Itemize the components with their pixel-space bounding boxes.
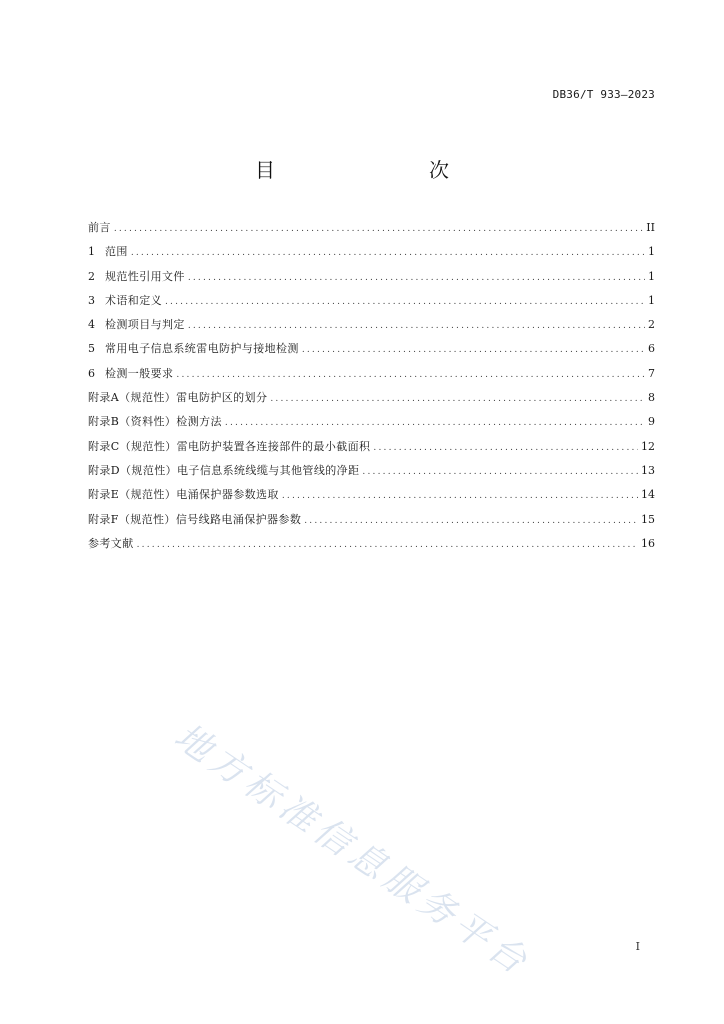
- toc-entry-label: 附录B（资料性）检测方法: [88, 415, 222, 429]
- toc-entry-foreword[interactable]: [88, 218, 655, 242]
- toc-entry-page: 1: [648, 245, 655, 259]
- toc-entry-label: 附录E（规范性）电涌保护器参数选取: [88, 488, 279, 502]
- toc-entry-label: 附录F（规范性）信号线路电涌保护器参数: [88, 512, 302, 526]
- toc-entry-page: 14: [641, 488, 655, 502]
- toc-leader-dots: [165, 292, 645, 312]
- toc-leader-dots: [114, 219, 643, 239]
- toc-leader-dots: [304, 511, 638, 531]
- toc-entry-bibliography[interactable]: [88, 534, 655, 558]
- toc-entry-scope[interactable]: [88, 242, 655, 266]
- toc-leader-dots: [137, 535, 638, 555]
- toc-entry-page: II: [646, 221, 655, 234]
- toc-entry-page: 8: [648, 391, 655, 405]
- toc-entry-number: 5: [88, 342, 95, 356]
- toc-entry-page: 9: [648, 415, 655, 429]
- toc-entry-page: 13: [641, 463, 655, 477]
- toc-leader-dots: [270, 389, 645, 409]
- toc-entry-page: 12: [641, 439, 655, 453]
- toc-entry-label: 前言: [88, 221, 111, 234]
- toc-entry-page: 7: [648, 366, 655, 380]
- toc-title: 目 次: [255, 158, 487, 182]
- toc-leader-dots: [373, 438, 638, 458]
- toc-entry-appendix-a[interactable]: [88, 388, 655, 412]
- toc-entry-label: 附录A（规范性）雷电防护区的划分: [88, 391, 268, 405]
- toc-entry-page: 1: [648, 269, 655, 283]
- toc-leader-dots: [188, 268, 645, 288]
- toc-entry-label: 附录D（规范性）电子信息系统线缆与其他管线的净距: [88, 463, 360, 477]
- toc-entry-general-requirements[interactable]: [88, 364, 655, 388]
- toc-entry-page: 2: [648, 318, 655, 332]
- toc-entry-appendix-f[interactable]: [88, 510, 655, 534]
- toc-entry-label: 范围: [105, 245, 128, 259]
- toc-entry-page: 6: [648, 342, 655, 356]
- toc-leader-dots: [131, 243, 645, 263]
- toc-entry-label: 规范性引用文件: [105, 269, 185, 283]
- toc-entry-label: 检测一般要求: [105, 366, 174, 380]
- toc-entry-appendix-d[interactable]: [88, 461, 655, 485]
- toc-leader-dots: [225, 413, 645, 433]
- toc-entry-label: 参考文献: [88, 536, 134, 550]
- toc-entry-number: 3: [88, 293, 95, 307]
- toc-entry-page: 15: [641, 512, 655, 526]
- toc-entry-terms-definitions[interactable]: [88, 291, 655, 315]
- toc-entry-page: 16: [641, 536, 655, 550]
- table-of-contents: [88, 218, 655, 558]
- toc-entry-test-items[interactable]: [88, 315, 655, 339]
- toc-entry-number: 2: [88, 269, 95, 283]
- toc-leader-dots: [362, 462, 638, 482]
- toc-entry-label: 常用电子信息系统雷电防护与接地检测: [105, 342, 299, 356]
- toc-entry-number: 4: [88, 318, 95, 332]
- toc-entry-appendix-c[interactable]: [88, 437, 655, 461]
- toc-leader-dots: [188, 316, 645, 336]
- toc-entry-label: 检测项目与判定: [105, 318, 185, 332]
- page-number: I: [635, 940, 640, 953]
- toc-leader-dots: [282, 486, 638, 506]
- toc-leader-dots: [176, 365, 645, 385]
- watermark: 地方标准信息服务平台: [166, 715, 538, 985]
- toc-leader-dots: [302, 340, 645, 360]
- toc-entry-page: 1: [648, 293, 655, 307]
- toc-entry-lightning-protection[interactable]: [88, 339, 655, 363]
- toc-entry-label: 术语和定义: [105, 293, 162, 307]
- toc-entry-label: 附录C（规范性）雷电防护装置各连接部件的最小截面积: [88, 439, 371, 453]
- toc-entry-appendix-e[interactable]: [88, 485, 655, 509]
- standard-code: DB36/T 933—2023: [552, 88, 655, 101]
- toc-entry-number: 1: [88, 245, 95, 259]
- toc-entry-number: 6: [88, 366, 95, 380]
- toc-entry-appendix-b[interactable]: [88, 412, 655, 436]
- toc-entry-normative-references[interactable]: [88, 267, 655, 291]
